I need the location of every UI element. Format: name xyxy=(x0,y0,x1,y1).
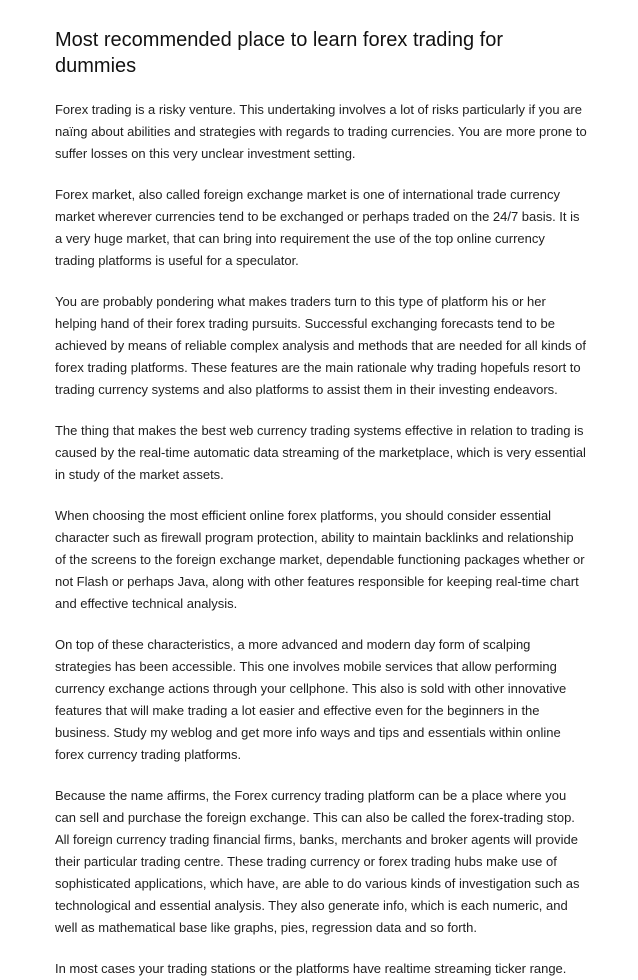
document-body xyxy=(55,99,588,980)
paragraph-2: Forex market, also called foreign exchange market is one of international trade currency market wherever currencies tend to be exchanged or perhaps traded on the 24/7 basis. It is a very huge market, that can bring into requirement the use of the top online currency trading platforms is useful for a speculator. xyxy=(55,187,580,268)
paragraph-3: You are probably pondering what makes traders turn to this type of platform his or her helping hand of their forex trading pursuits. Successful exchanging forecasts tend to be achieved by means of reliable complex analysis and methods that are needed for all kinds of forex trading platforms. These features are the main rationale why trading hopefuls resort to trading currency systems and also platforms to assist them in their investing endeavors. xyxy=(55,294,586,397)
paragraph-6: On top of these characteristics, a more advanced and modern day form of scalping strategies has been accessible. This one involves mobile services that allow performing currency exchange actions through your cellphone. This also is sold with other innovative features that will make trading a lot easier and effective even for the beginners in the business. Study my weblog and get more info ways and tips and essentials within online forex currency trading platforms. xyxy=(55,637,567,762)
paragraph-5: When choosing the most efficient online forex platforms, you should consider essential character such as firewall program protection, ability to maintain backlinks and relationship of the screens to the foreign exchange market, dependable functioning packages whether or not Flash or perhaps Java, along with other features responsible for keeping real-time chart and effective technical analysis. xyxy=(55,508,585,611)
paragraph-4: The thing that makes the best web currency trading systems effective in relation to trading is caused by the real-time automatic data streaming of the marketplace, which is very essential in study of the market assets. xyxy=(55,423,586,482)
page-title: Most recommended place to learn forex trading for dummies xyxy=(55,29,503,77)
paragraph-8: In most cases your trading stations or the platforms have realtime streaming ticker range. xyxy=(55,961,567,976)
paragraph-7: Because the name affirms, the Forex currency trading platform can be a place where you can sell and purchase the foreign exchange. This can also be called the forex-trading stop. All foreign currency trading financial firms, banks, merchants and broker agents will provide their particular trading centre. These trading currency or forex trading hubs make use of sophisticated applications, which have, are able to do various kinds of investigation such as technological and essential analysis. They also generate info, which is each numeric, and well as mathematical base like graphs, pies, regression data and so forth. xyxy=(55,788,580,935)
paragraph-1: Forex trading is a risky venture. This undertaking involves a lot of risks particularly if you are naïng about abilities and strategies with regards to trading currencies. You are more prone to suffer losses on this very unclear investment setting. xyxy=(55,102,587,161)
